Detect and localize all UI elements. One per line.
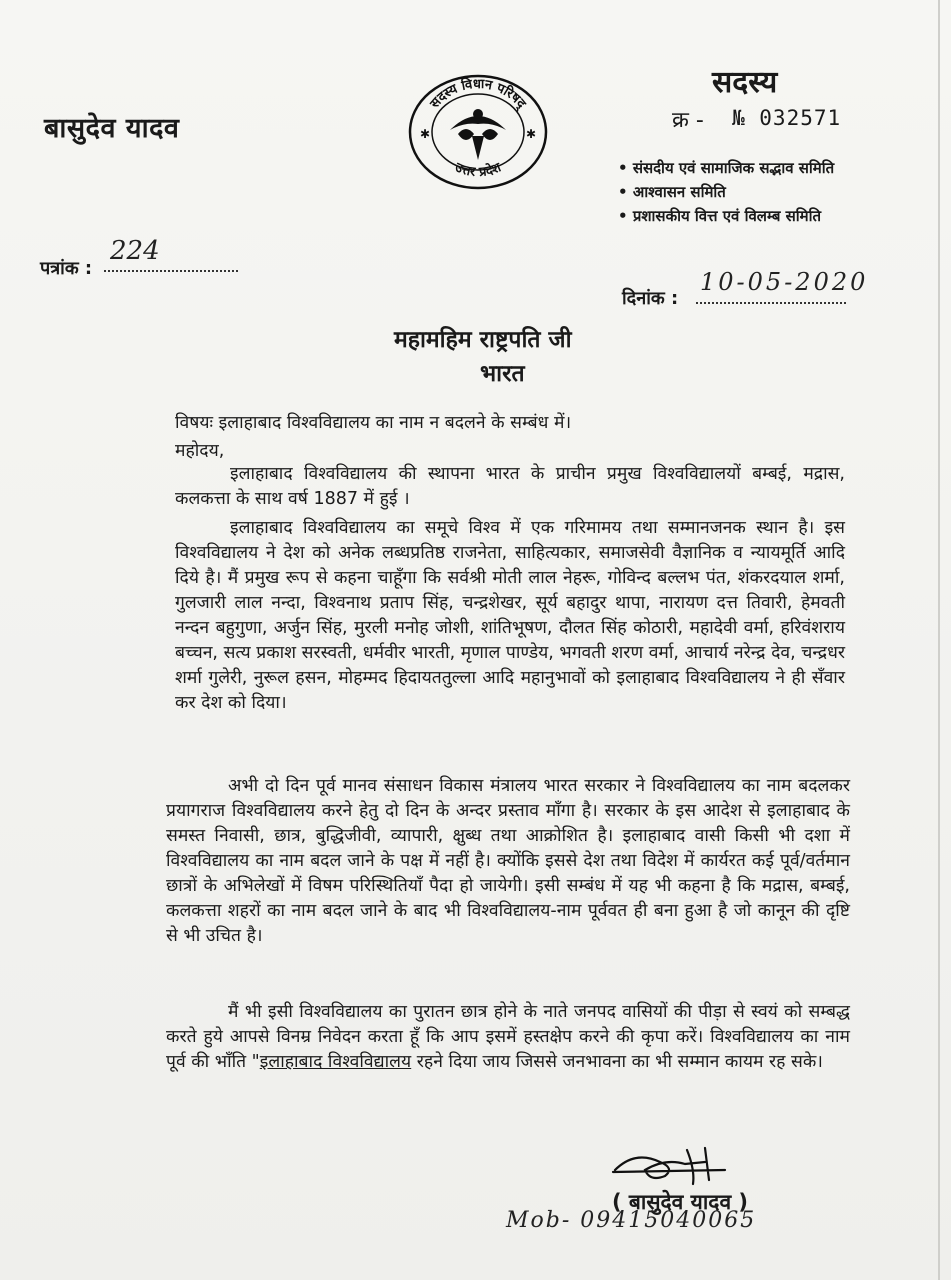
- seal-star-right-icon: ✱: [526, 127, 537, 141]
- svg-text:उत्तर प्रदेश: [452, 160, 505, 180]
- paragraph-2: इलाहाबाद विश्वविद्यालय का समूचे विश्व में एक गरिमामय तथा सम्मानजनक स्थान है। इस विश्वविद्यालय ने देश को अनेक लब्धप्रतिष्ठ राजनेता, साहित्यकार, समाजसेवी वैज्ञानिक व न्यायमूर्ति आदि दिये है। मैं प्रमुख रूप से कहना चाहूँगा कि सर्वश्री मोती लाल नेहरू, गोविन्द बल्लभ पंत, शंकरदयाल शर्मा, गुलजारी लाल नन्दा, विश्वनाथ प्रताप सिंह, चन्द्रशेखर, सूर्य बहादुर थापा, नारायण दत्त तिवारी, हेमवती नन्दन बहुगुणा, अर्जुन सिंह, मुरली मनोह जोशी, शांतिभूषण, दौलत सिंह कोठारी, महादेवी वर्मा, हरिवंशराय बच्चन, सत्य प्रकाश सरस्वती, धर्मवीर भारती, मृणाल पाण्डेय, भगवती शरण वर्मा, आचार्य नरेन्द्र देव, चन्द्रधर शर्मा गुलेरी, नुरूल हसन, मोहम्मद हिदायततुल्ला आदि महानुभावों को इलाहाबाद विश्वविद्यालय ने ही सँवार कर देश को दिया।: [175, 518, 845, 713]
- seal-bottom-text: उत्तर प्रदेश: [452, 160, 504, 181]
- seal-top-text: सदस्य विधान परिषद्: [427, 76, 529, 112]
- paragraph-4-start: मैं भी इसी विश्वविद्यालय का पुरातन छात्र होने के नाते जनपद वासियों की पीड़ा से स्वयं को सम्बद्ध करते हुये आपसे विनम्र निवेदन करता हूँ कि आप इसमें हस्तक्षेप करने की कृपा करें। विश्वविद्यालय का नाम पूर्व की भाँति ": [166, 1002, 850, 1072]
- signer-name: ( बासुदेव यादव ): [612, 1190, 749, 1214]
- seal-emblem-icon: [450, 109, 506, 160]
- paragraph-1: इलाहाबाद विश्वविद्यालय की स्थापना भारत के प्राचीन प्रमुख विश्वविद्यालयों बम्बई, मद्रास, कलकत्ता के साथ वर्ष 1887 में हुई ।: [175, 464, 845, 509]
- paper-edge: [938, 0, 940, 1280]
- committee-list: [618, 156, 834, 228]
- legislative-council-seal: [406, 72, 550, 192]
- date-label: दिनांक :: [622, 288, 679, 309]
- addressee-line-1: महामहिम राष्ट्रपति जी: [394, 327, 572, 353]
- date-value: 10-05-2020: [700, 268, 869, 296]
- paragraph-4: [166, 1000, 850, 1075]
- handwritten-signature: [605, 1140, 755, 1190]
- reference-number: № 032571: [732, 106, 842, 130]
- seal-star-left-icon: ✱: [420, 127, 431, 141]
- member-title: सदस्य: [712, 65, 778, 100]
- salutation: महोदय,: [175, 441, 225, 461]
- letter-number-label: पत्रांक :: [40, 258, 93, 279]
- letter-subject: विषयः इलाहाबाद विश्वविद्यालय का नाम न बदलने के सम्बंध में।: [175, 413, 572, 433]
- paragraph-4-end: रहने दिया जाय जिससे जनभावना का भी सम्मान कायम रह सके।: [411, 1052, 823, 1072]
- committee-item: • प्रशासकीय वित्त एवं विलम्ब समिति: [618, 204, 834, 228]
- committee-item: • संसदीय एवं सामाजिक सद्भाव समिति: [618, 156, 834, 180]
- letter-number-value: 224: [110, 236, 160, 266]
- letter-number-dotted-line: [104, 270, 238, 272]
- reference-prefix: क्र -: [672, 108, 704, 133]
- sender-name: बासुदेव यादव: [44, 113, 180, 144]
- addressee-line-2: भारत: [480, 361, 525, 387]
- paragraph-3: अभी दो दिन पूर्व मानव संसाधन विकास मंत्रालय भारत सरकार ने विश्वविद्यालय का नाम बदलकर प्रयागराज विश्वविद्यालय करने हेतु दो दिन के अन्दर प्रस्ताव माँगा है। सरकार के इस आदेश से इलाहाबाद के समस्त निवासी, छात्र, बुद्धिजीवी, व्यापारी, क्षुब्ध तथा आक्रोशित है। इलाहाबाद वासी किसी भी दशा में विश्वविद्यालय का नाम बदल जाने के पक्ष में नहीं है। क्योंकि इससे देश तथा विदेश में कार्यरत कई पूर्व/वर्तमान छात्रों के अभिलेखों में विषम परिस्थितियाँ पैदा हो जायेगी। इसी सम्बंध में यह भी कहना है कि मद्रास, बम्बई, कलकत्ता शहरों का नाम बदल जाने के बाद भी विश्वविद्यालय-नाम पूर्ववत ही बना हुआ है जो कानून की दृष्टि से भी उचित है।: [166, 776, 850, 946]
- committee-item: • आश्वासन समिति: [618, 180, 834, 204]
- date-dotted-line: [696, 302, 846, 304]
- mobile-number: Mob- 09415040065: [506, 1208, 757, 1233]
- university-name-underlined: इलाहाबाद विश्वविद्यालय: [259, 1052, 412, 1072]
